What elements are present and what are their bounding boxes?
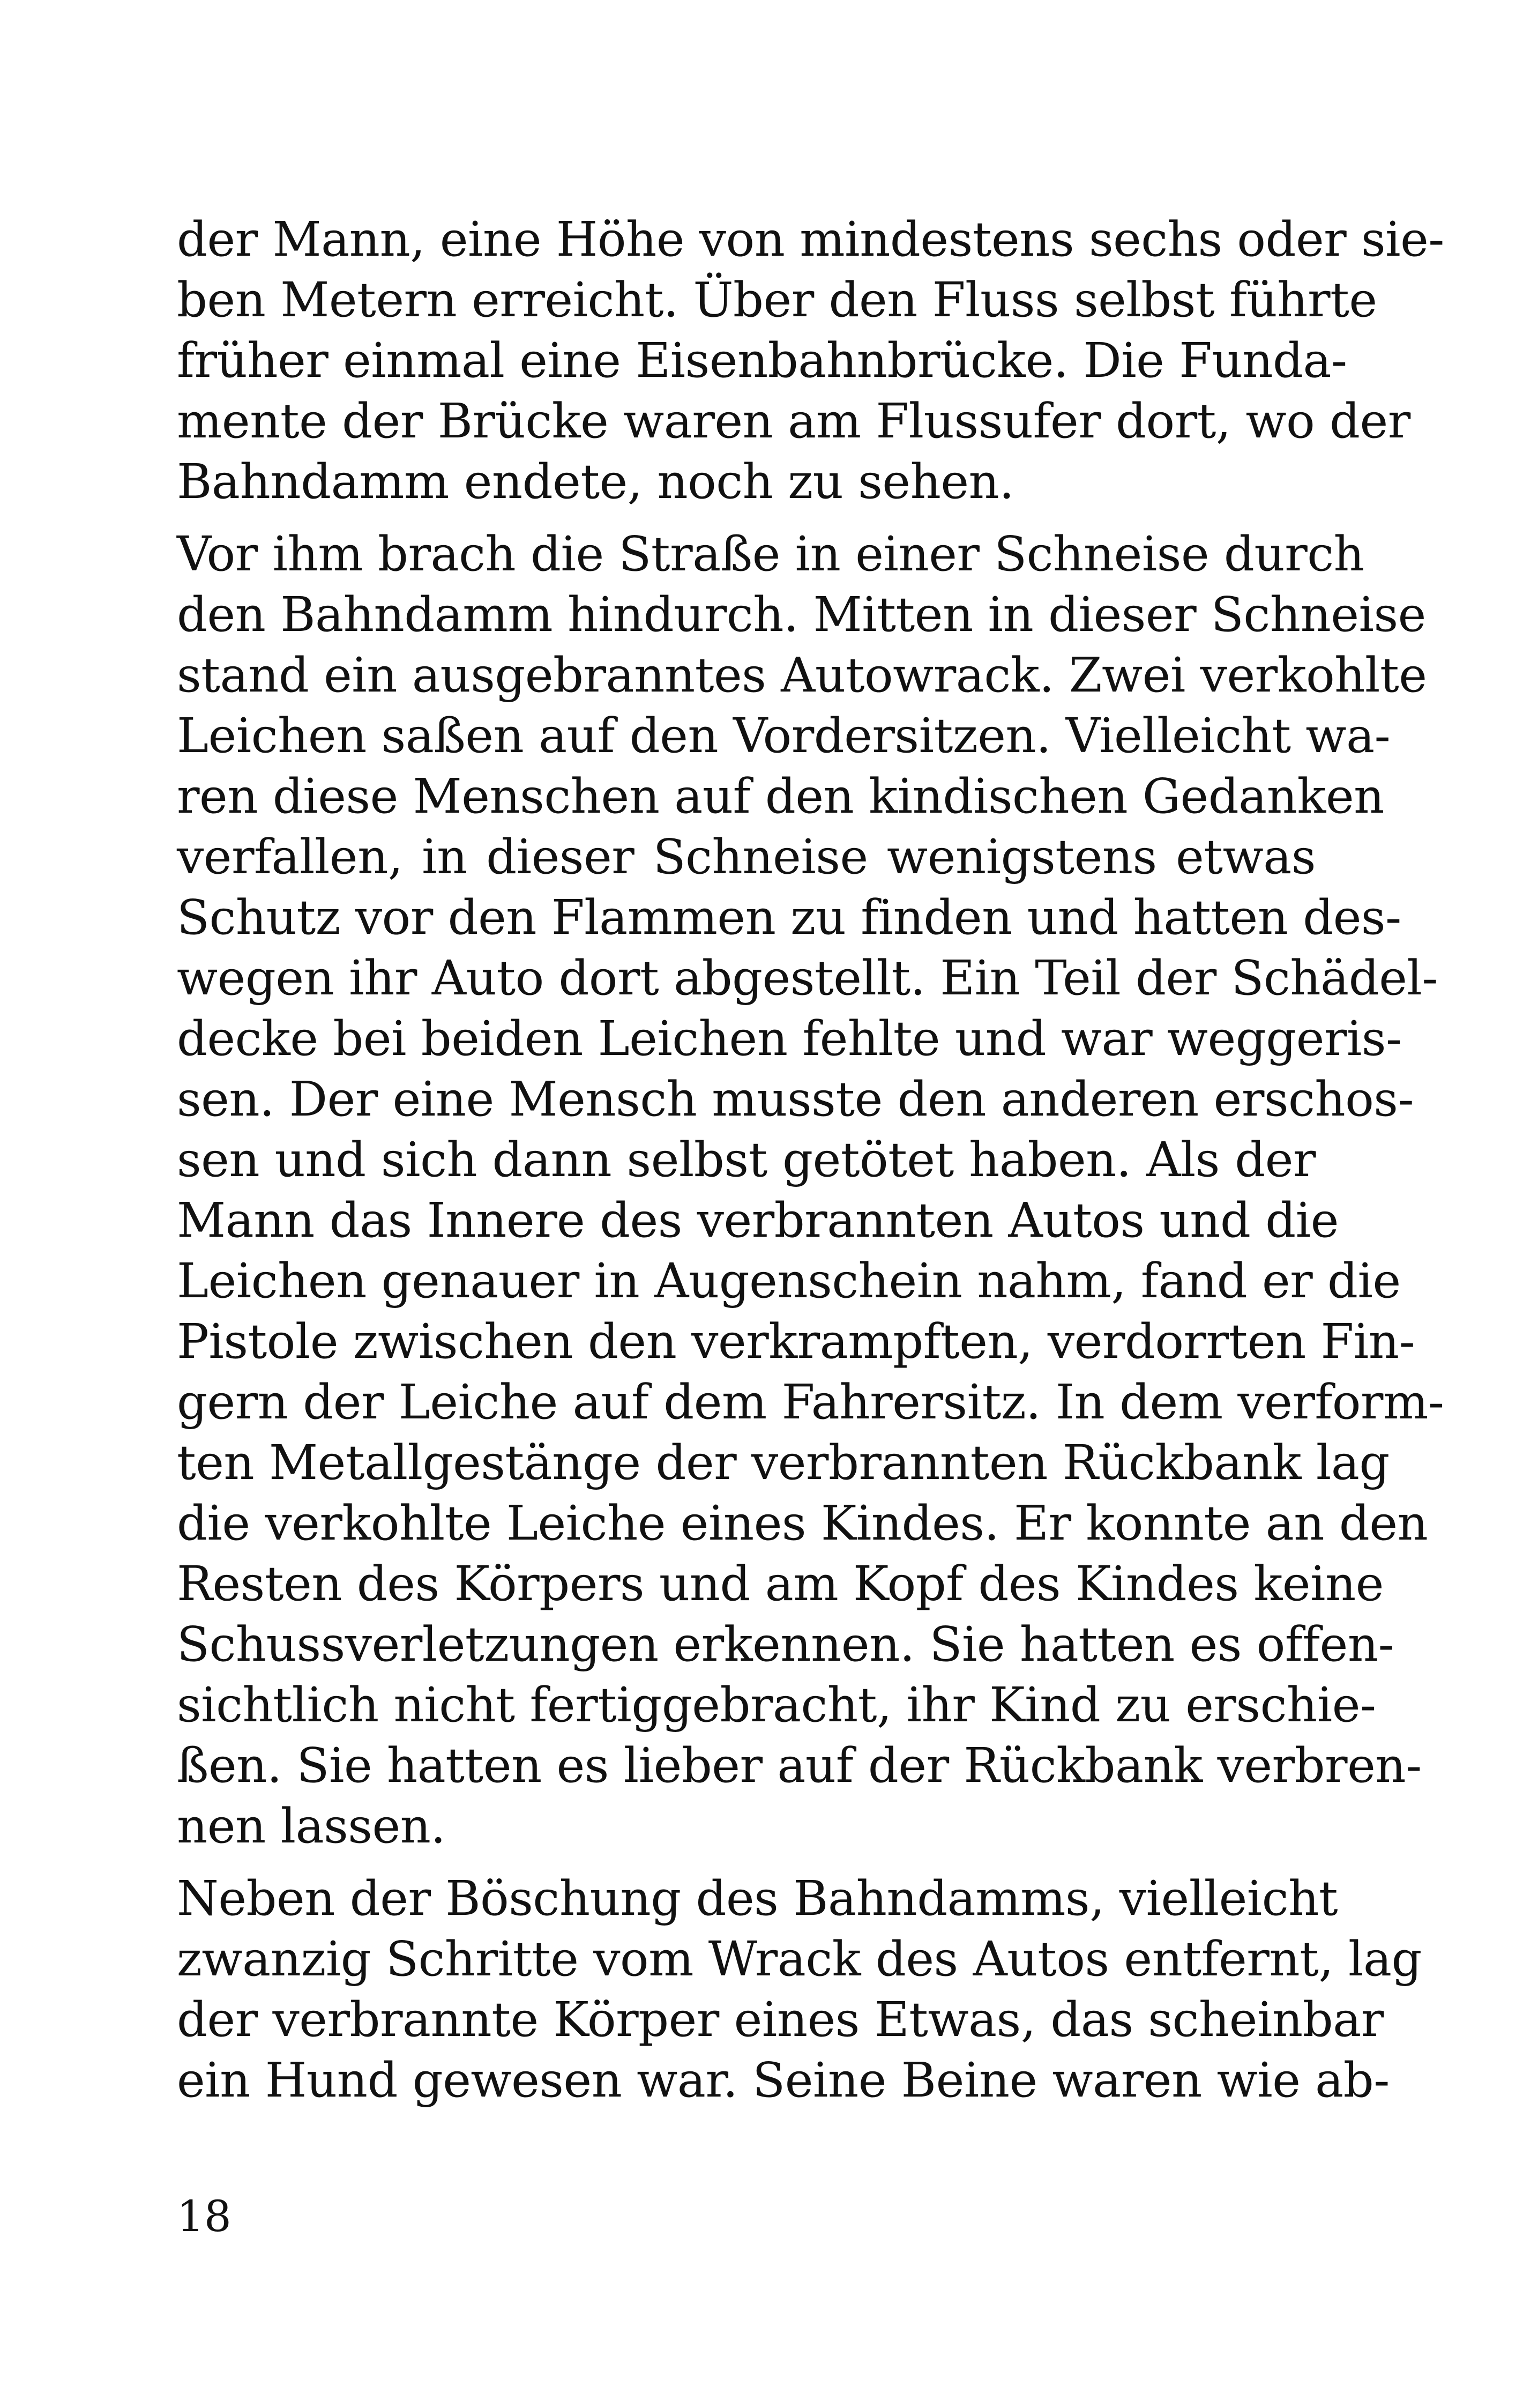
text-line: nen lassen. (177, 1798, 446, 1854)
text-line: sen. Der eine Mensch musste den anderen erschos- (177, 1071, 1414, 1127)
paragraph-gap (177, 512, 1316, 524)
paragraph-1 (177, 209, 1444, 512)
text-line: Vor ihm brach die Straße in einer Schneise durch (177, 526, 1364, 582)
text-line: der Mann, eine Höhe von mindestens sechs oder sie- (177, 211, 1444, 267)
text-line: Leichen saßen auf den Vordersitzen. Vielleicht wa- (177, 708, 1391, 763)
text-line: den Bahndamm hindurch. Mitten in dieser Schneise (177, 586, 1426, 642)
text-line: ten Metallgestänge der verbrannten Rückbank lag (177, 1435, 1390, 1490)
text-line: Neben der Böschung des Bahndamms, vielleicht (177, 1870, 1338, 1926)
text-line: Schussverletzungen erkennen. Sie hatten es offen- (177, 1616, 1394, 1672)
text-line: wegen ihr Auto dort abgestellt. Ein Teil der Schädel- (177, 950, 1438, 1006)
text-line: Mann das Innere des verbrannten Autos und die (177, 1192, 1339, 1248)
paragraph-2 (177, 524, 1444, 1856)
page-number: 18 (177, 2191, 232, 2241)
text-line: Resten des Körpers und am Kopf des Kindes keine (177, 1556, 1384, 1611)
text-line: stand ein ausgebranntes Autowrack. Zwei verkohlte (177, 647, 1427, 703)
text-line: sichtlich nicht fertiggebracht, ihr Kind zu erschie- (177, 1677, 1376, 1733)
text-line: ein Hund gewesen war. Seine Beine waren wie ab- (177, 2052, 1390, 2108)
text-line: Bahndamm endete, noch zu sehen. (177, 454, 1014, 509)
text-line: ßen. Sie hatten es lieber auf der Rückbank verbren- (177, 1737, 1422, 1793)
paragraph-3 (177, 1868, 1422, 2110)
paragraph-gap (177, 1856, 1316, 1868)
text-line: decke bei beiden Leichen fehlte und war weggeris- (177, 1010, 1402, 1066)
text-line: ben Metern erreicht. Über den Fluss selbst führte (177, 272, 1377, 328)
text-line: sen und sich dann selbst getötet haben. Als der (177, 1132, 1316, 1187)
page-body (177, 209, 1444, 2110)
text-line: die verkohlte Leiche eines Kindes. Er konnte an den (177, 1495, 1428, 1551)
text-line: zwanzig Schritte vom Wrack des Autos entfernt, lag (177, 1931, 1422, 1987)
text-line: gern der Leiche auf dem Fahrersitz. In dem verform- (177, 1374, 1444, 1430)
text-line: Schutz vor den Flammen zu finden und hatten des- (177, 889, 1401, 945)
text-line: verfallen, in dieser Schneise wenigstens etwas (177, 829, 1316, 885)
text-line: ren diese Menschen auf den kindischen Gedanken (177, 768, 1384, 824)
text-line: Pistole zwischen den verkrampften, verdorrten Fin- (177, 1313, 1415, 1369)
text-line: mente der Brücke waren am Flussufer dort, wo der (177, 393, 1410, 449)
text-line: früher einmal eine Eisenbahnbrücke. Die Funda- (177, 332, 1347, 388)
text-line: Leichen genauer in Augenschein nahm, fand er die (177, 1253, 1401, 1309)
text-line: der verbrannte Körper eines Etwas, das scheinbar (177, 1991, 1384, 2047)
